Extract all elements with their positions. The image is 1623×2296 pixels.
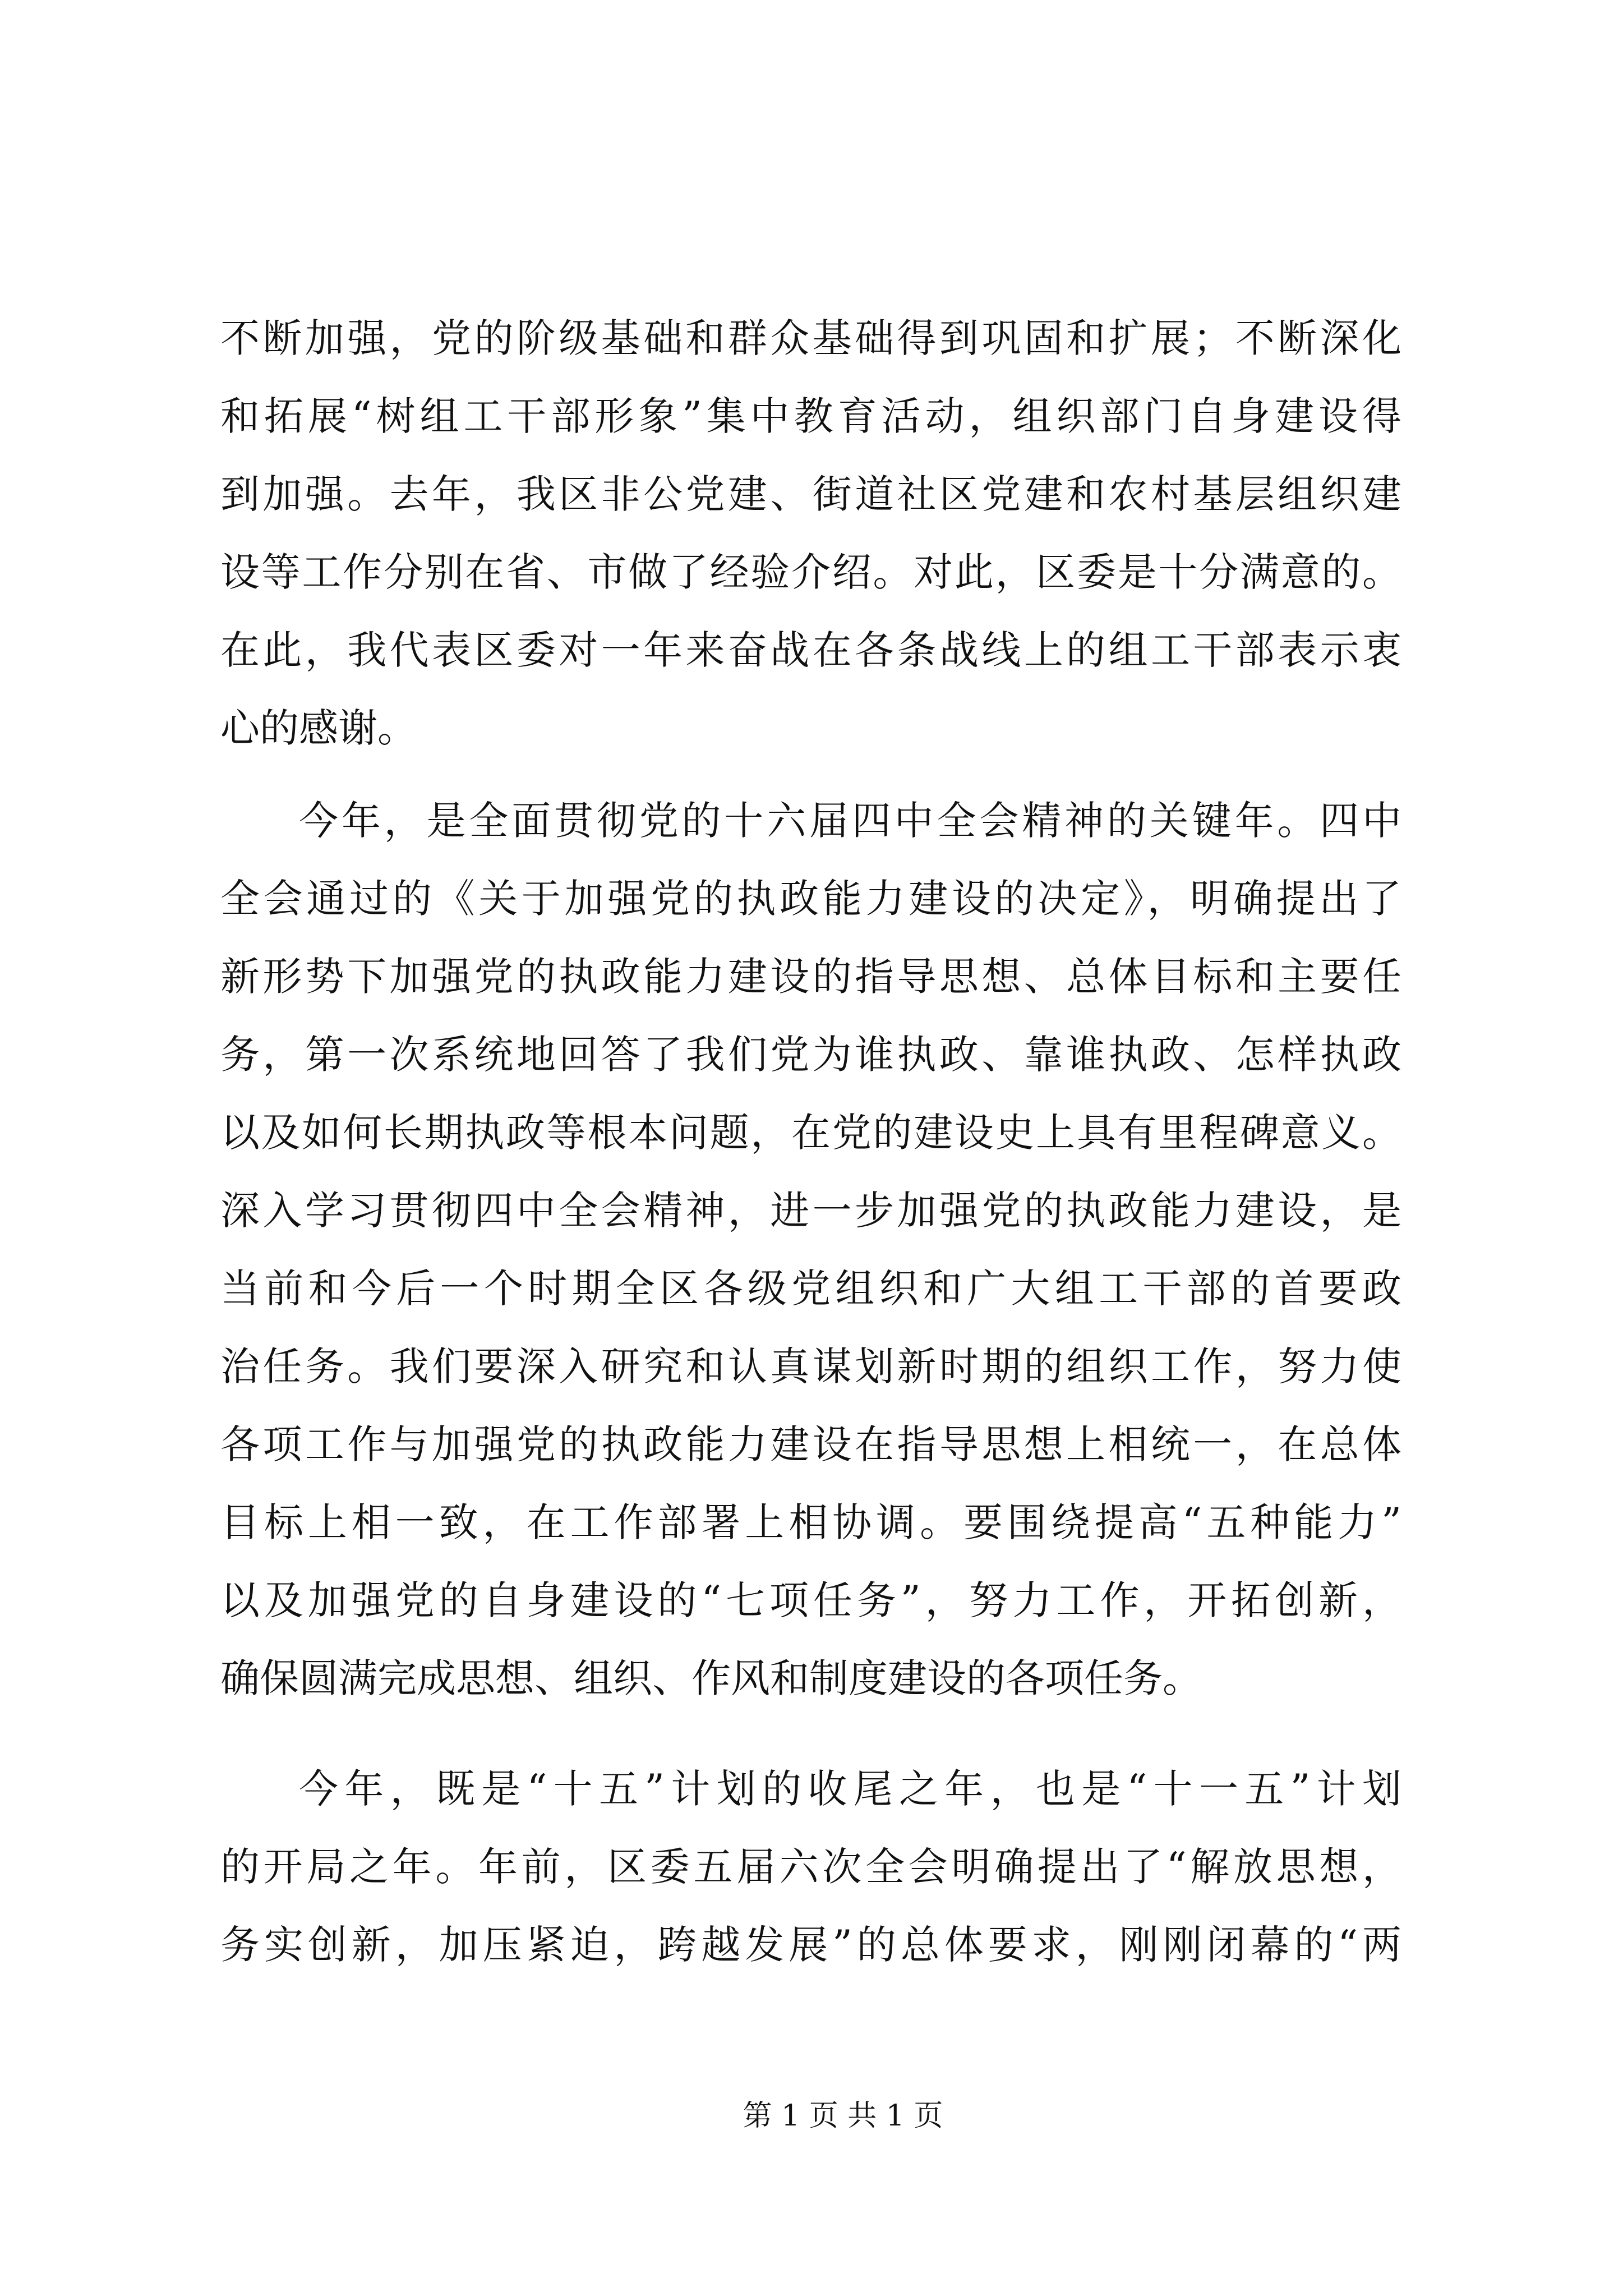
text-line: 治任务。我们要深入研究和认真谋划新时期的组织工作，努力使: [220, 1343, 1401, 1389]
text-line: 心的感谢。: [220, 705, 417, 751]
text-line: 不断加强，党的阶级基础和群众基础得到巩固和扩展；不断深化: [220, 315, 1401, 361]
text-line: 的开局之年。年前，区委五届六次全会明确提出了“解放思想，: [220, 1844, 1401, 1890]
text-line: 深入学习贯彻四中全会精神，进一步加强党的执政能力建设，是: [220, 1188, 1401, 1234]
text-line: 设等工作分别在省、市做了经验介绍。对此，区委是十分满意的。: [220, 549, 1401, 595]
document-body: [220, 300, 1401, 1984]
text-line: 各项工作与加强党的执政能力建设在指导思想上相统一，在总体: [220, 1421, 1401, 1467]
text-line: 全会通过的《关于加强党的执政能力建设的决定》，明确提出了: [220, 876, 1401, 922]
text-line: 以及加强党的自身建设的“七项任务”，努力工作，开拓创新，: [220, 1577, 1401, 1623]
text-line: 今年，既是“十五”计划的收尾之年，也是“十一五”计划: [299, 1766, 1401, 1812]
paragraph: [220, 300, 1401, 767]
text-line: 目标上相一致，在工作部署上相协调。要围绕提高“五种能力”: [220, 1499, 1401, 1545]
text-line: 以及如何长期执政等根本问题，在党的建设史上具有里程碑意义。: [220, 1110, 1401, 1156]
paragraph: [220, 782, 1401, 1718]
text-line: 确保圆满完成思想、组织、作风和制度建设的各项任务。: [220, 1655, 1202, 1701]
page-footer: [0, 2098, 1623, 2134]
text-line: 当前和今后一个时期全区各级党组织和广大组工干部的首要政: [220, 1266, 1401, 1312]
text-line: 新形势下加强党的执政能力建设的指导思想、总体目标和主要任: [220, 954, 1401, 1000]
text-line: 务，第一次系统地回答了我们党为谁执政、靠谁执政、怎样执政: [220, 1032, 1401, 1078]
paragraph: [220, 1750, 1401, 1984]
text-line: 到加强。去年，我区非公党建、街道社区党建和农村基层组织建: [220, 471, 1401, 517]
text-line: 务实创新，加压紧迫，跨越发展”的总体要求，刚刚闭幕的“两: [220, 1922, 1401, 1968]
page-number-label: 第 1 页 共 1 页: [743, 2099, 943, 2133]
text-line: 和拓展“树组工干部形象”集中教育活动，组织部门自身建设得: [220, 393, 1401, 439]
text-line: 今年，是全面贯彻党的十六届四中全会精神的关键年。四中: [299, 798, 1401, 844]
text-line: 在此，我代表区委对一年来奋战在各条战线上的组工干部表示衷: [220, 627, 1401, 673]
